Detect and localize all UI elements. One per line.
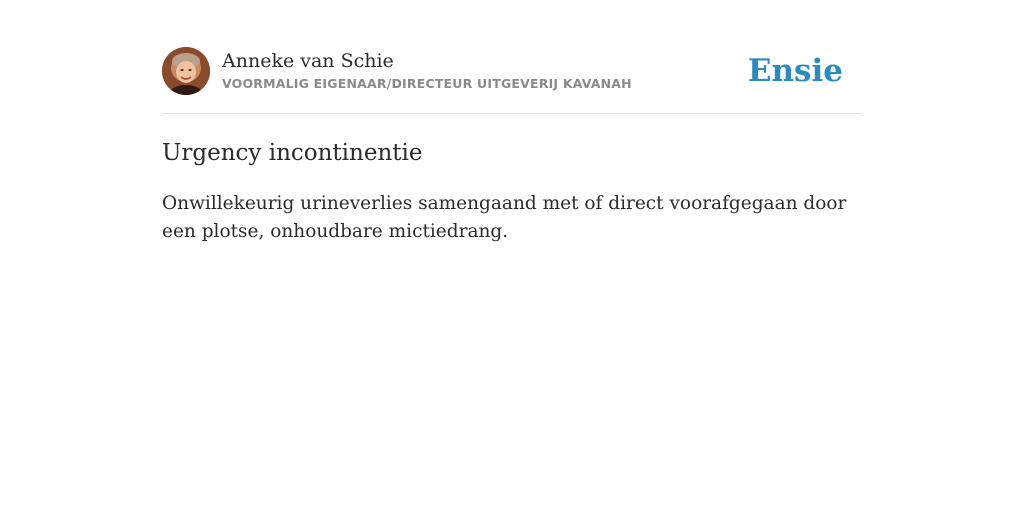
author-info bbox=[222, 49, 632, 94]
author-role: VOORMALIG EIGENAAR/DIRECTEUR UITGEVERIJ KAVANAH bbox=[222, 75, 632, 91]
person-photo-icon bbox=[162, 47, 210, 95]
definition-card bbox=[162, 46, 862, 246]
ensie-logo[interactable]: Ensie bbox=[747, 53, 843, 89]
definition-text: Onwillekeurig urineverlies samengaand met of direct voorafgegaan door een plotse, onhoudbare mictiedrang. bbox=[162, 193, 847, 242]
term-title: Urgency incontinentie bbox=[162, 140, 423, 166]
card-header bbox=[162, 46, 862, 96]
divider bbox=[162, 113, 862, 114]
avatar[interactable] bbox=[162, 47, 210, 95]
author-name[interactable]: Anneke van Schie bbox=[222, 49, 394, 72]
